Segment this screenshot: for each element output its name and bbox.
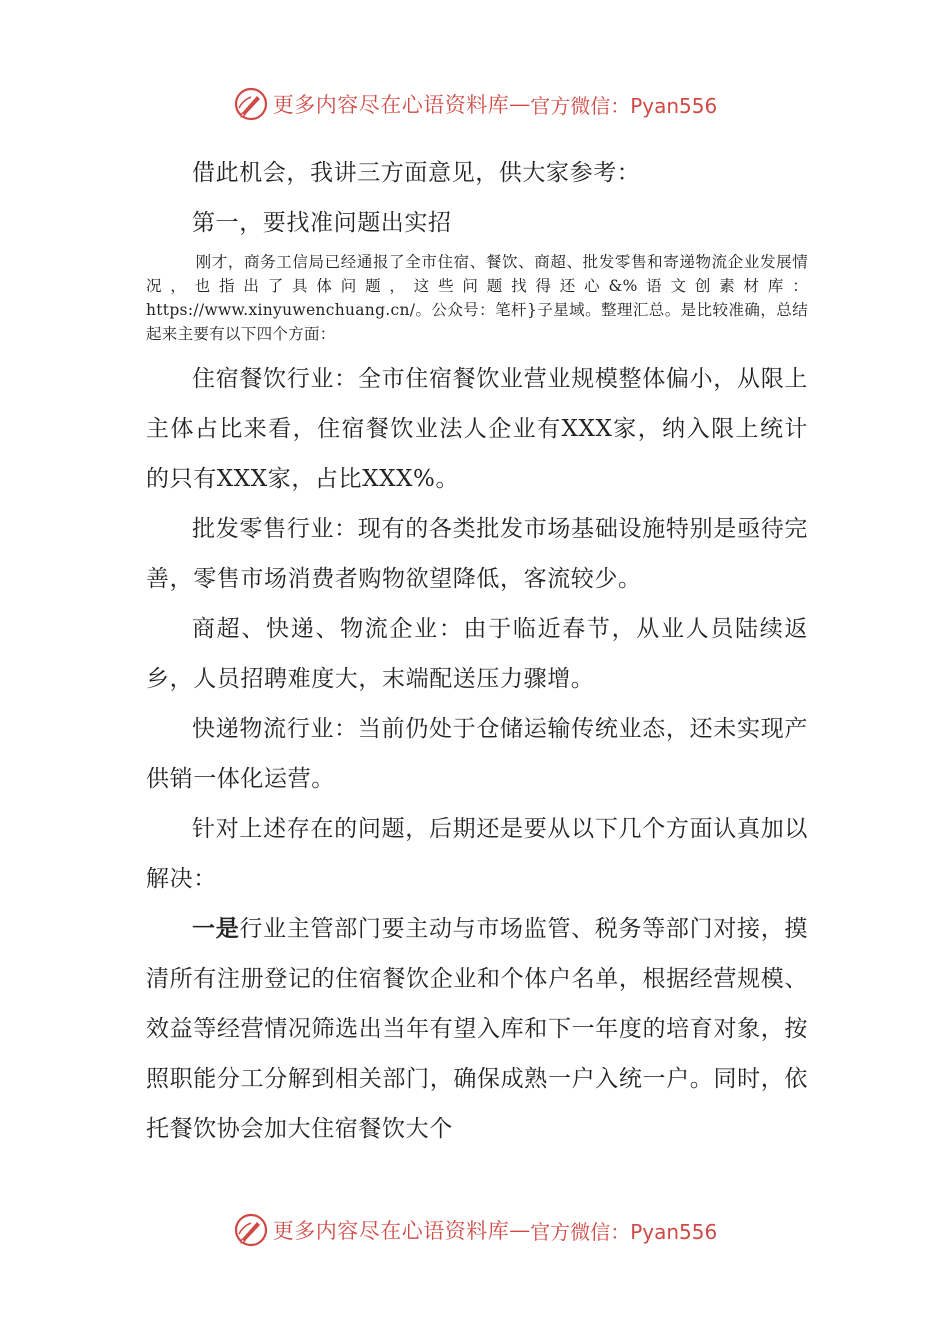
inserted-small-paragraph: 刚才，商务工信局已经通报了全市住宿、餐饮、商超、批发零售和寄递物流企业发展情况，也指出了具体问题，这些问题找得还心&%语文创素材库：https://www.xinyuwenchuang.cn/。公众号：笔杆}子星域。整理汇总。是比较准确，总结起来主要有以下四个方面： [146,253,808,343]
paragraph-hospitality: 住宿餐饮行业：全市住宿餐饮业营业规模整体偏小，从限上主体占比来看，住宿餐饮业法人企业有XXX家，纳入限上统计的只有XXX家，占比XXX%。 [146,366,808,492]
paragraph-solutions-intro: 针对上述存在的问题，后期还是要从以下几个方面认真加以解决： [146,816,808,892]
pen-logo-icon [233,86,269,122]
footer-banner [0,1210,950,1250]
pen-logo-icon [233,1212,269,1248]
footer-separator: — [509,1218,531,1242]
paragraph-express-logistics: 快递物流行业：当前仍处于仓储运输传统业态，还未实现产供销一体化运营。 [146,716,808,792]
section-heading: 第一，要找准问题出实招 [192,210,452,236]
footer-brand: 更多内容尽在心语资料库 [272,1219,510,1243]
header-wechat: 官方微信：Pyan556 [530,93,718,118]
paragraph-supermarket-logistics: 商超、快递、物流企业：由于临近春节，从业人员陆续返乡，人员招聘难度大，末端配送压力骤增。 [146,616,808,692]
paragraph-point-one [146,904,808,1154]
point-one-text: 行业主管部门要主动与市场监管、税务等部门对接，摸清所有注册登记的住宿餐饮企业和个体户名单，根据经营规模、效益等经营情况筛选出当年有望入库和下一年度的培育对象，按照职能分工分解到相关部门，确保成熟一户入统一户。同时，依托餐饮协会加大住宿餐饮大个 [146,916,809,1142]
intro-paragraph: 借此机会，我讲三方面意见，供大家参考： [192,160,641,186]
paragraph-wholesale-retail: 批发零售行业：现有的各类批发市场基础设施特别是亟待完善，零售市场消费者购物欲望降低，客流较少。 [146,516,808,592]
header-banner [0,84,950,124]
header-separator: — [509,92,531,116]
point-one-lead: 一是 [192,915,240,942]
document-body [146,148,808,1154]
footer-wechat: 官方微信：Pyan556 [530,1219,718,1244]
header-brand: 更多内容尽在心语资料库 [272,93,510,117]
